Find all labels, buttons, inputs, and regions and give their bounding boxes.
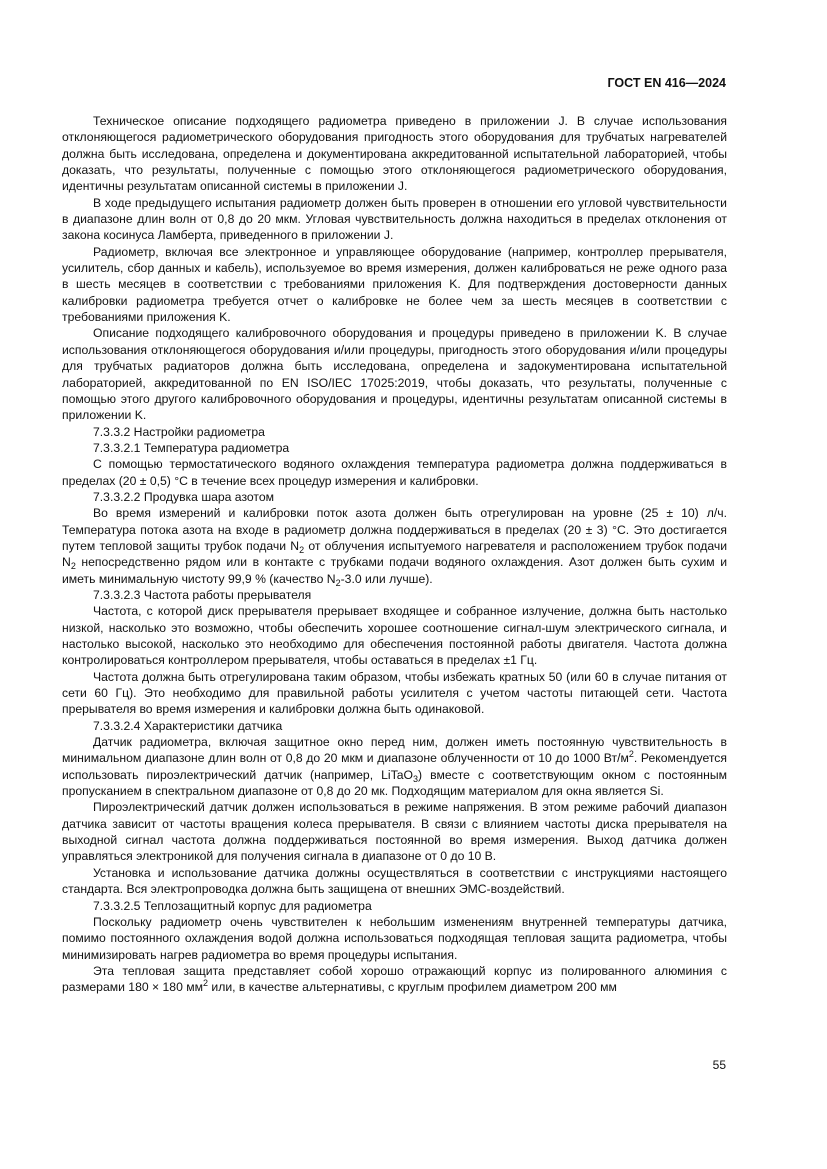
standard-code: ГОСТ EN 416—2024 — [607, 76, 726, 90]
paragraph: Частота, с которой диск прерывателя прерывает входящее и собранное излучение, должна быть настолько низкой, насколько это возможно, чтобы обеспечить хорошее соотношение сигнал-шум электрического сигнала, и настолько высокой, насколько это необходимо для обеспечения постоянной работы двигателя. Частота должна контролироваться контроллером прерывателя, чтобы оставаться в пределах ±1 Гц. — [62, 604, 727, 668]
text-run: Датчик радиометра, включая защитное окно перед ним, должен иметь постоянную чувствительность в минимальном диапазоне длин волн от 0,8 до 20 мкм и диапазоне облученности от 10 до 1000 Вт/м — [62, 735, 727, 766]
text-run: Во время измерений и калибровки поток азота должен быть отрегулирован на уровне (25 ± 10) л/ч. Температура потока азота на входе в радиометр должна поддерживаться в пределах (20 ± 3) °C. Это достигается путем тепловой защиты трубок подачи N — [62, 506, 727, 553]
text-run: Эта тепловая защита представляет собой хорошо отражающий корпус из полированного алюминия с размерами 180 × 180 мм — [62, 963, 727, 995]
section-heading: 7.3.3.2.3 Частота работы прерывателя — [93, 587, 312, 602]
page-number: 55 — [712, 1058, 726, 1072]
section-heading: 7.3.3.2.2 Продувка шара азотом — [93, 489, 275, 504]
paragraph: Установка и использование датчика должны осуществляться в соответствии с инструкциями настоящего стандарта. Вся электропроводка должна быть защищена от внешних ЭМС-воздействий. — [62, 865, 727, 897]
text-run: ) вместе с соответствующим окном с постоянным пропусканием в спектральном диапазоне от 0,8 до 20 мк. Подходящим материалом для окна является Si. — [62, 767, 727, 799]
subscript: 2 — [299, 544, 305, 555]
paragraph: Описание подходящего калибровочного оборудования и процедуры приведено в приложении K. В случае использования отклоняющегося оборудования и/или процедуры, пригодность этого оборудования и/или процедуры для трубчатых радиаторов должна быть исследована, определена и задокументирована испытательной лабораторией, аккредитованной по EN ISO/IEC 17025:2019, чтобы доказать, что результаты, полученные с помощью этого другого калибровочного оборудования и процедуры, идентичны результатам описанной системы в приложении K. — [62, 326, 727, 423]
section-heading: 7.3.3.2.4 Характеристики датчика — [93, 718, 283, 733]
subscript: 3 — [413, 773, 419, 784]
paragraph: Радиометр, включая все электронное и управляющее оборудование (например, контроллер прерывателя, усилитель, сбор данных и кабель), используемое во время измерения, должен калиброваться не реже одного раза в шесть месяцев в соответствии с требованиями приложения K. Для подтверждения достоверности данных калибровки радиометра требуется отчет о калибровке не более чем за шесть месяцев в соответствии с требованиями приложения K. — [62, 244, 727, 325]
text-run: или, в качестве альтернативы, с круглым профилем диаметром 200 мм — [208, 980, 617, 995]
paragraph — [62, 734, 727, 799]
paragraph: Частота должна быть отрегулирована таким образом, чтобы избежать кратных 50 (или 60 в случае питания от сети 60 Гц). Это необходимо для правильной работы усилителя с учетом частоты питающей сети. Частота прерывателя во время измерения и калибровки должна быть одинаковой. — [62, 669, 727, 717]
section-heading: 7.3.3.2.5 Теплозащитный корпус для радиометра — [93, 898, 372, 913]
section-heading: 7.3.3.2 Настройки радиометра — [93, 424, 265, 439]
text-run: . Рекомендуется использовать пироэлектрический датчик (например, LiTaO — [62, 751, 727, 782]
paragraph: Поскольку радиометр очень чувствителен к небольшим изменениям внутренней температуры датчика, помимо постоянного охлаждения водой должна использоваться подходящая тепловая защита радиометра, чтобы минимизировать нагрев радиометра во время процедуры испытания. — [62, 914, 727, 962]
text-run: -3.0 или лучше). — [340, 571, 433, 586]
paragraph: С помощью термостатического водяного охлаждения температура радиометра должна поддерживаться в пределах (20 ± 0,5) °C в течение всех процедур измерения и калибровки. — [62, 457, 727, 488]
paragraph: В ходе предыдущего испытания радиометр должен быть проверен в отношении его угловой чувствительности в диапазоне длин волн от 0,8 до 20 мкм. Угловая чувствительность должна находиться в пределах отклонения от закона косинуса Ламберта, приведенного в приложении J. — [62, 195, 727, 243]
subscript: 2 — [335, 577, 341, 588]
superscript: 2 — [203, 978, 209, 989]
superscript: 2 — [628, 749, 634, 760]
text-run: непосредственно рядом или в контакте с трубками подачи водяного охлаждения. Азот должен быть сухим и иметь минимальную чистоту 99,9 % (качество N — [62, 555, 727, 586]
body-text — [62, 113, 727, 996]
paragraph: Пироэлектрический датчик должен использоваться в режиме напряжения. В этом режиме рабочий диапазон датчика зависит от частоты вращения колеса прерывателя. В связи с влиянием частоты диска прерывателя на выходной сигнал частота должна поддерживаться постоянной во время измерения. Выход датчика должен управляться электроникой для получения сигнала в диапазоне от 0 до 10 В. — [62, 800, 727, 864]
paragraph: Техническое описание подходящего радиометра приведено в приложении J. В случае использования отклоняющегося радиометрического оборудования пригодность этого оборудования для трубчатых нагревателей должна быть исследована, определена и документирована аккредитованной испытательной лабораторией, чтобы доказать, что результаты, полученные с помощью этого отклоняющегося радиометрического оборудования, идентичны результатам описанной системы в приложении J. — [62, 114, 727, 194]
section-heading: 7.3.3.2.1 Температура радиометра — [93, 440, 290, 455]
paragraph — [62, 505, 727, 587]
paragraph — [62, 963, 727, 996]
subscript: 2 — [70, 561, 76, 572]
text-run: от облучения испытуемого нагревателя и расположением трубок подачи N — [62, 538, 728, 570]
